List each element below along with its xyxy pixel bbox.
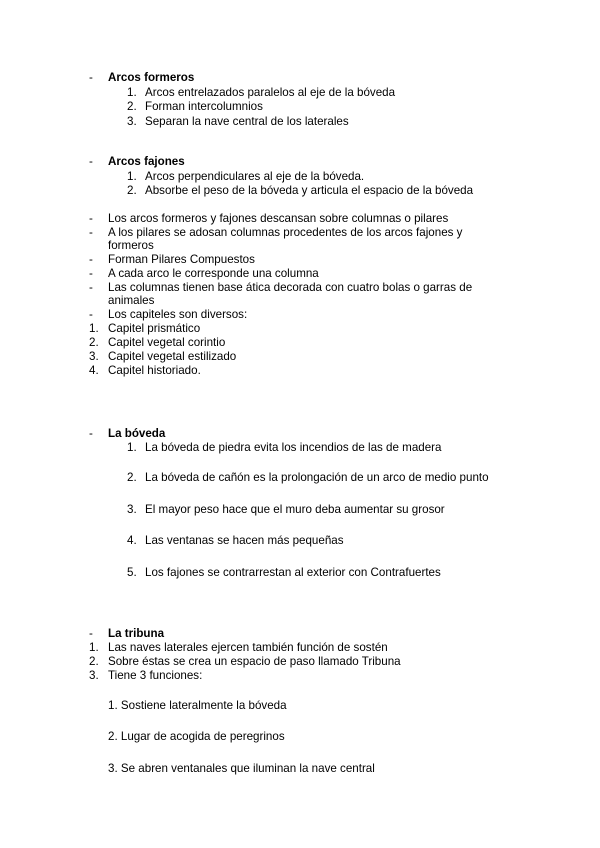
list-item-text: Las ventanas se hacen más pequeñas [145, 534, 344, 547]
section-title: La tribuna [108, 627, 165, 640]
function-text: 2. Lugar de acogida de peregrinos [108, 730, 285, 743]
section-title: Arcos formeros [108, 71, 195, 84]
dash-marker: - [89, 71, 93, 84]
number-marker: 4. [89, 364, 99, 377]
bullet-text: Las columnas tienen base ática decorada con cuatro bolas o garras de [108, 281, 473, 294]
number-marker: 1. [89, 641, 99, 654]
number-marker: 2. [89, 336, 99, 349]
capitel-text: Capitel prismático [108, 322, 201, 335]
number-marker: 4. [127, 534, 137, 547]
number-marker: 2. [127, 184, 137, 197]
dash-marker: - [89, 427, 93, 440]
bullet-text: animales [108, 294, 155, 307]
dash-marker: - [89, 281, 93, 294]
dash-marker: - [89, 226, 93, 239]
number-marker: 3. [127, 115, 137, 128]
number-marker: 2. [127, 100, 137, 113]
capitel-text: Capitel historiado. [108, 364, 201, 377]
dash-marker: - [89, 155, 93, 168]
number-marker: 1. [127, 86, 137, 99]
list-item-text: Arcos entrelazados paralelos al eje de la bóveda [145, 86, 396, 99]
list-item-text: Tiene 3 funciones: [108, 669, 203, 682]
dash-marker: - [89, 267, 93, 280]
function-text: 1. Sostiene lateralmente la bóveda [108, 699, 287, 712]
list-item-text: La bóveda de piedra evita los incendios de las de madera [145, 441, 442, 454]
number-marker: 1. [127, 441, 137, 454]
bullet-text: Los arcos formeros y fajones descansan sobre columnas o pilares [108, 212, 449, 225]
bullet-text: A los pilares se adosan columnas procedentes de los arcos fajones y [108, 226, 463, 239]
number-marker: 1. [89, 322, 99, 335]
dash-marker: - [89, 212, 93, 225]
list-item-text: El mayor peso hace que el muro deba aumentar su grosor [145, 503, 445, 516]
dash-marker: - [89, 308, 93, 321]
number-marker: 1. [127, 170, 137, 183]
section-title: Arcos fajones [108, 155, 185, 168]
dash-marker: - [89, 627, 93, 640]
number-marker: 3. [89, 350, 99, 363]
list-item-text: Absorbe el peso de la bóveda y articula el espacio de la bóveda [145, 184, 474, 197]
number-marker: 2. [127, 471, 137, 484]
section-title: La bóveda [108, 427, 166, 440]
number-marker: 2. [89, 655, 99, 668]
list-item-text: La bóveda de cañón es la prolongación de un arco de medio punto [145, 471, 489, 484]
list-item-text: Sobre éstas se crea un espacio de paso llamado Tribuna [108, 655, 401, 668]
capitel-text: Capitel vegetal estilizado [108, 350, 237, 363]
list-item-text: Los fajones se contrarrestan al exterior con Contrafuertes [145, 566, 441, 579]
function-text: 3. Se abren ventanales que iluminan la nave central [108, 762, 375, 775]
number-marker: 5. [127, 566, 137, 579]
list-item-text: Separan la nave central de los laterales [145, 115, 349, 128]
number-marker: 3. [127, 503, 137, 516]
number-marker: 3. [89, 669, 99, 682]
bullet-text: Los capiteles son diversos: [108, 308, 248, 321]
bullet-text: formeros [108, 239, 154, 252]
bullet-text: Forman Pilares Compuestos [108, 253, 255, 266]
list-item-text: Las naves laterales ejercen también función de sostén [108, 641, 388, 654]
list-item-text: Forman intercolumnios [145, 100, 263, 113]
capitel-text: Capitel vegetal corintio [108, 336, 226, 349]
list-item-text: Arcos perpendiculares al eje de la bóveda. [145, 170, 365, 183]
dash-marker: - [89, 253, 93, 266]
bullet-text: A cada arco le corresponde una columna [108, 267, 319, 280]
